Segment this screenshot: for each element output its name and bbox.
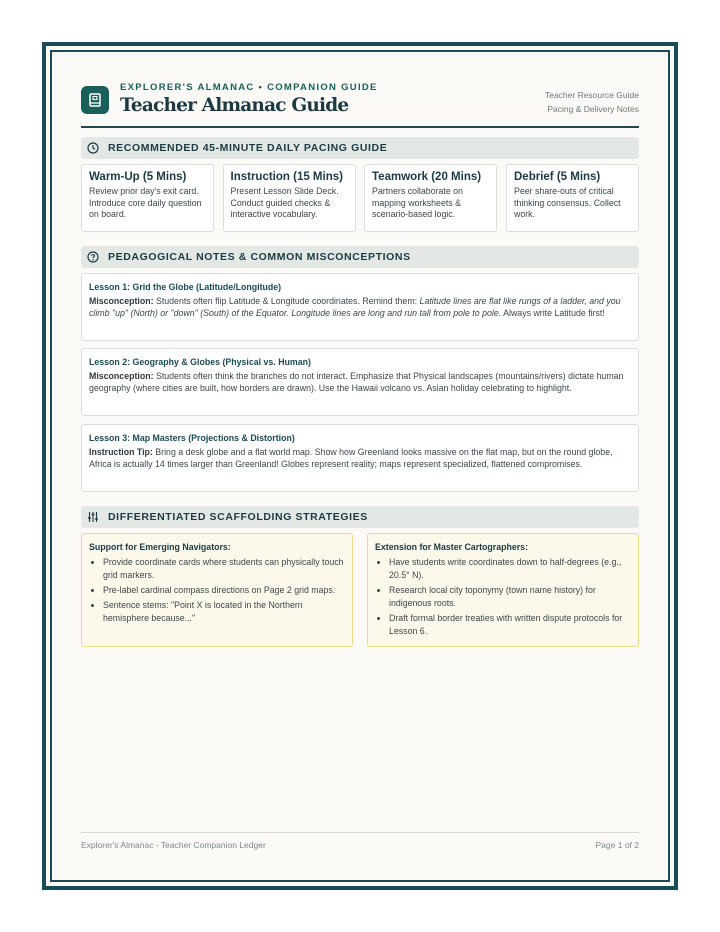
support-strategies-title: Support for Emerging Navigators: <box>89 542 231 552</box>
note-lead-label: Misconception: <box>89 296 154 306</box>
note-text: Students often flip Latitude & Longitude coordinates. Remind them: <box>153 296 420 306</box>
notes-section-title: PEDAGOGICAL NOTES & COMMON MISCONCEPTIONS <box>108 251 411 263</box>
sliders-icon <box>86 511 99 524</box>
clock-icon <box>86 142 99 155</box>
list-item: • Provide coordinate cards where students can physically touch grid markers. <box>103 556 345 582</box>
lesson-note-body <box>89 446 631 471</box>
pacing-card-title: Debrief (5 Mins) <box>514 171 601 183</box>
note-text-end: Always write Latitude first! <box>501 308 605 319</box>
pacing-card-debrief <box>506 164 639 232</box>
lesson-note-body <box>89 370 631 395</box>
extension-strategies-list <box>375 556 631 638</box>
pacing-card-desc: Present Lesson Slide Deck. Conduct guided checks & interactive vocabulary. <box>230 186 339 220</box>
support-strategies-list <box>89 556 345 625</box>
extension-strategies-title: Extension for Master Cartographers: <box>375 542 529 552</box>
support-strategies-card <box>81 533 353 647</box>
lesson-note-title: Lesson 2: Geography & Globes (Physical vs. Human) <box>89 357 311 367</box>
meta-resource-label: Teacher Resource Guide <box>544 90 639 100</box>
pacing-card-instruction <box>223 164 356 232</box>
page-title: Teacher Almanac Guide <box>120 95 349 116</box>
header-eyebrow: EXPLORER'S ALMANAC • COMPANION GUIDE <box>120 82 378 93</box>
note-text: Students often think the branches do not interact. Emphasize that Physical landscapes (mountains/rivers) dictate human geography (where cities are built, how borders are drawn). Use the Hawaii volcano vs. Asian holiday celebrating to highlight. <box>89 371 624 394</box>
header-meta <box>545 88 639 116</box>
pacing-card-title: Instruction (15 Mins) <box>230 171 343 183</box>
pacing-card-warmup <box>81 164 214 232</box>
note-lead-label: Instruction Tip: <box>89 447 153 457</box>
pacing-cards <box>81 164 639 232</box>
guide-page <box>81 80 639 636</box>
strategies-section-title: DIFFERENTIATED SCAFFOLDING STRATEGIES <box>108 511 368 523</box>
strategies-section-header <box>81 506 639 528</box>
lesson-note-title: Lesson 3: Map Masters (Projections & Distortion) <box>89 433 295 443</box>
meta-notes-label: Pacing & Delivery Notes <box>547 104 639 114</box>
page-footer <box>81 832 639 850</box>
note-emphasis-text: Latitude lines are flat like rungs of a ladder, and you climb "up" (North) or "down" (South) of the Equator. Longitude lines are long and run tall from pole to pole. <box>89 296 621 319</box>
pacing-section-header <box>81 137 639 159</box>
pacing-card-desc: Review prior day's exit card. Introduce core daily question on board. <box>89 186 202 220</box>
list-item: • Draft formal border treaties with written dispute protocols for Lesson 6. <box>389 612 631 638</box>
pacing-card-desc: Partners collaborate on mapping worksheets & scenario-based logic. <box>372 186 463 220</box>
pacing-section-title: RECOMMENDED 45-MINUTE DAILY PACING GUIDE <box>108 142 388 154</box>
book-icon <box>81 86 109 114</box>
page-header <box>81 80 639 128</box>
page-number: Page 1 of 2 <box>595 840 639 850</box>
lesson-note-2 <box>81 348 639 416</box>
lesson-note-1 <box>81 273 639 341</box>
pacing-card-desc: Peer share-outs of critical thinking consensus. Collect work. <box>514 186 621 220</box>
note-text: Bring a desk globe and a flat world map. Show how Greenland looks massive on the flat map, but on the round globe, Africa is actually 14 times larger than Greenland! Globes represent reality; maps represent specialized, flattened compromises. <box>89 447 613 470</box>
list-item: • Research local city toponymy (town name history) for indigenous roots. <box>389 584 631 610</box>
pacing-card-title: Warm-Up (5 Mins) <box>89 171 187 183</box>
pacing-card-title: Teamwork (20 Mins) <box>372 171 482 183</box>
list-item: • Have students write coordinates down to half-degrees (e.g., 20.5° N). <box>389 556 631 582</box>
help-circle-icon <box>86 251 99 264</box>
pacing-card-teamwork <box>364 164 497 232</box>
list-item: • Pre-label cardinal compass directions on Page 2 grid maps. <box>103 584 345 597</box>
lesson-note-title: Lesson 1: Grid the Globe (Latitude/Longitude) <box>89 282 282 292</box>
lesson-note-body <box>89 295 631 320</box>
list-item: • Sentence stems: "Point X is located in the Northern hemisphere because..." <box>103 599 345 625</box>
notes-section-header <box>81 246 639 268</box>
footer-title: Explorer's Almanac - Teacher Companion Ledger <box>81 840 266 850</box>
note-lead-label: Misconception: <box>89 371 154 381</box>
extension-strategies-card <box>367 533 639 647</box>
lesson-note-3 <box>81 424 639 492</box>
